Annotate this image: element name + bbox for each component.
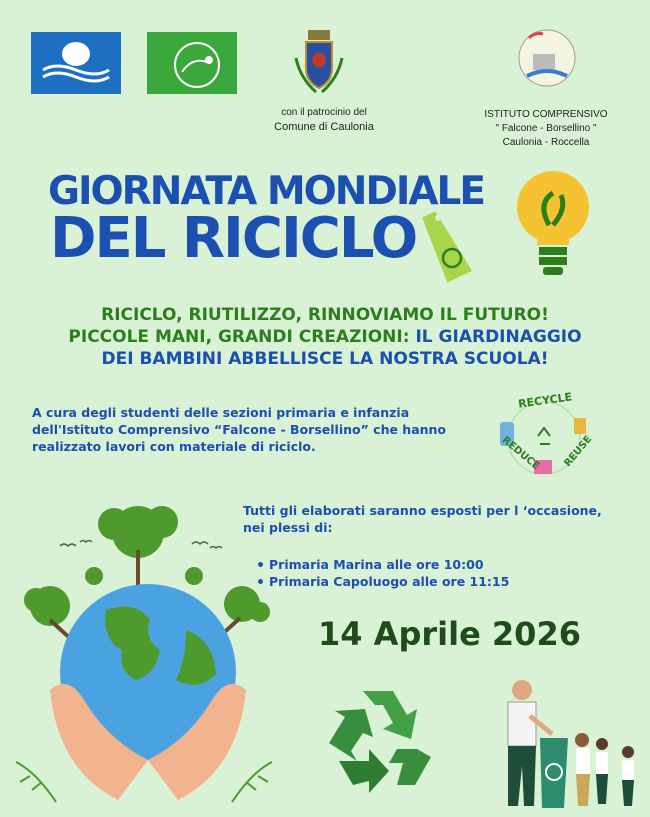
title-line1: GIORNATA MONDIALE <box>48 169 484 214</box>
subtitle-line2-blue: IL GIARDINAGGIO <box>415 327 582 347</box>
patronage-text <box>262 106 386 134</box>
badge-reuse-text: REUSE <box>562 433 595 470</box>
recycle-tag <box>420 204 476 284</box>
title-line2: DEL RICICLO <box>50 206 417 271</box>
school-line2: " Falcone - Borsellino " <box>495 123 597 134</box>
recycle-tag-icon <box>420 204 476 284</box>
school-logo <box>515 26 579 104</box>
subtitle-line1: RICICLO, RIUTILIZZO, RINNOVIAMO IL FUTURO! <box>101 305 549 325</box>
green-flag-icon <box>147 32 237 94</box>
patronage-line1: con il patrocinio del <box>281 107 367 118</box>
coat-of-arms <box>292 28 346 100</box>
subtitle <box>40 304 610 370</box>
family-illustration <box>478 676 648 813</box>
school-logo-icon <box>515 26 579 104</box>
intro-line1: A cura degli studenti delle sezioni primaria e infanzia <box>32 405 410 420</box>
badge-reduce-text: REDUCE <box>499 434 542 473</box>
blue-flag-icon <box>31 32 121 94</box>
recycle-badge <box>494 392 594 482</box>
venue-list <box>258 556 618 590</box>
intro-line2: dell'Istituto Comprensivo “Falcone - Borsellino” che hanno <box>32 422 447 437</box>
recycle-symbol <box>323 683 441 793</box>
venue-label: Primaria Marina alle ore 10:00 <box>269 557 484 572</box>
subtitle-line2 <box>40 326 610 348</box>
family-recycling-icon <box>478 676 648 813</box>
recycle-arrows-icon <box>323 683 441 793</box>
school-line1: ISTITUTO COMPRENSIVO <box>484 109 608 120</box>
exhibit-text <box>243 502 643 536</box>
lightbulb-icon <box>513 163 593 285</box>
venue-item <box>258 573 618 590</box>
venue-item <box>258 556 618 573</box>
subtitle-line2-green: PICCOLE MANI, GRANDI CREAZIONI: <box>68 327 416 347</box>
event-date: 14 Aprile 2026 <box>318 615 581 653</box>
birds <box>58 534 228 558</box>
coat-of-arms-icon <box>292 28 346 100</box>
school-line3: Caulonia - Roccella <box>502 137 590 148</box>
school-text <box>478 108 614 150</box>
subtitle-line3: DEI BAMBINI ABBELLISCE LA NOSTRA SCUOLA! <box>101 349 549 369</box>
exhibit-line2: nei plessi di: <box>243 520 333 535</box>
intro-line3: realizzato lavori con materiale di riciclo. <box>32 439 316 454</box>
badge-recycle-text: RECYCLE <box>517 390 573 411</box>
venue-label: Primaria Capoluogo alle ore 11:15 <box>269 574 510 589</box>
lightbulb <box>513 163 593 285</box>
green-flag-logo <box>147 32 237 94</box>
intro-text <box>32 404 472 455</box>
patronage-line2: Comune di Caulonia <box>274 121 374 133</box>
exhibit-line1: Tutti gli elaborati saranno esposti per l ‘occasione, <box>243 503 602 518</box>
blue-flag-logo <box>31 32 121 94</box>
birds-icon <box>58 534 228 558</box>
